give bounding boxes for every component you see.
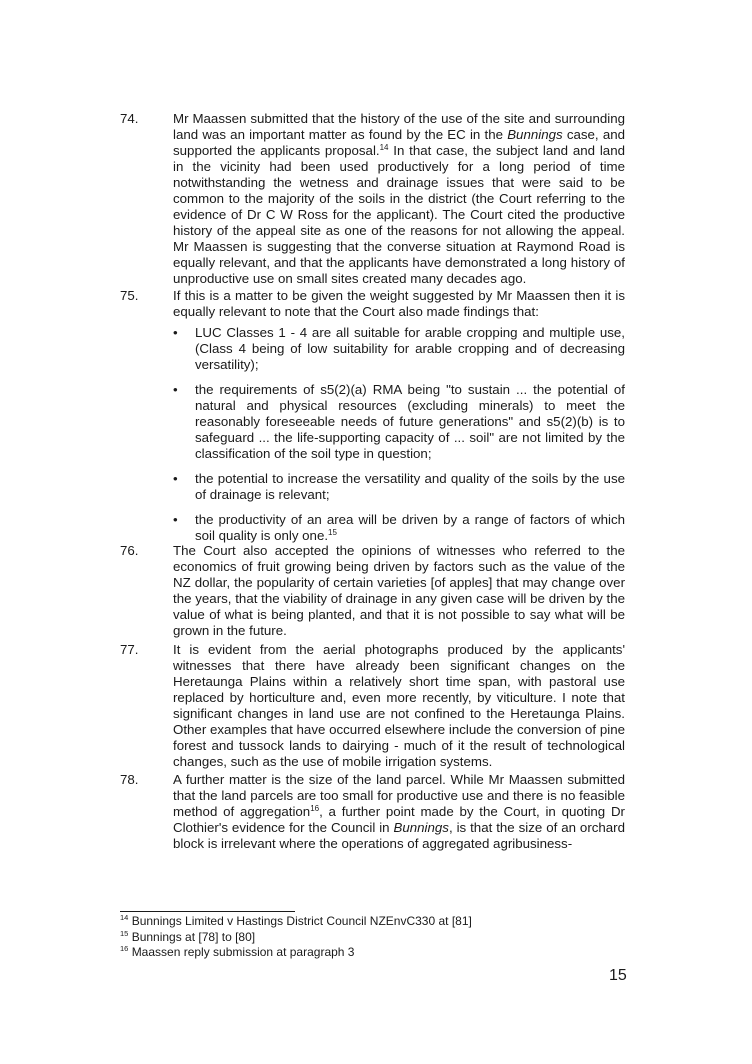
bullet-marker: • [173, 382, 178, 397]
case-name: Bunnings [507, 127, 563, 142]
paragraph-text: Mr Maassen submitted that the history of the use of the site and surrounding land was an important matter as found by the EC in the Bunnings case, and supported the applicants proposal.$^{14}$ In that case, the subject land and land in the vicinity had been used productively for a long period of time notwithstanding the wetness and drainage issues that were said to be common to the majority of the soils in the district (the Court referring to the evidence of Dr C W Ross for the applicant). The Court cited the productive history of the appeal site as one of the reasons for not allowing the appeal. Mr Maassen is suggesting that the converse situation at Raymond Road is equally relevant, and that the applicants have demonstrated a long history of unproductive use on small sites created many decades ago. [173, 111, 625, 286]
footnote-ref[interactable]: 14 [379, 143, 389, 152]
footnote-ref[interactable]: 16 [310, 804, 320, 813]
footnote: $^{16}$ Maassen reply submission at paragraph 3 [120, 944, 355, 959]
footnote-number: 16 [120, 944, 129, 953]
paragraph-76 [120, 543, 625, 639]
footnote: $^{14}$ Bunnings Limited v Hastings District Council NZEnvC330 at [81] [120, 913, 472, 928]
paragraph-text: If this is a matter to be given the weight suggested by Mr Maassen then it is equally relevant to note that the Court also made findings that: [173, 288, 625, 319]
footnote-number: 15 [120, 928, 129, 938]
list-item: • the potential to increase the versatility and quality of the soils by the use of drainage is relevant; [173, 471, 625, 502]
footnote-divider [120, 911, 295, 912]
paragraph-text: It is evident from the aerial photographs produced by the applicants' witnesses that there have already been significant changes on the Heretaunga Plains within a relatively short time span, with pastoral use replaced by horticulture and, even more recently, by viticulture. I note that significant changes in land use are not confined to the Heretaunga Plains. Other examples that have occurred elsewhere include the conversion of pine forest and tussock lands to dairying - much of it the result of technological changes, such as the use of mobile irrigation systems. [173, 642, 625, 769]
paragraph-text: A further matter is the size of the land parcel. While Mr Maassen submitted that the land parcels are too small for productive use and there is no feasible method of aggregation$^{16}$, a further point made by the Court, in quoting Dr Clothier's evidence for the Council in Bunnings, is that the size of an orchard block is irrelevant where the operations of aggregated agribusiness- [173, 772, 626, 851]
list-item: • the productivity of an area will be driven by a range of factors of which soil quality is only one.$^{15}$ [173, 512, 625, 543]
paragraph-75 [120, 288, 625, 320]
bullet-marker: • [173, 325, 178, 340]
findings-list [173, 325, 625, 553]
page-number: 15 [609, 967, 627, 984]
paragraph-number: 76. [120, 543, 139, 558]
paragraph-77 [120, 642, 625, 770]
paragraph-78 [120, 772, 625, 852]
paragraph-74 [120, 111, 625, 287]
footnote-number: 14 [120, 913, 129, 922]
footnote-ref[interactable]: 15 [328, 528, 337, 537]
footnotes [120, 914, 625, 961]
paragraph-text: The Court also accepted the opinions of witnesses who referred to the economics of fruit growing being driven by factors such as the value of the NZ dollar, the popularity of certain varieties [of apples] that may change over the years, that the viability of drainage in any given case will be driven by the value of what is being planted, and that it is not possible to say what will be grown in the future. [173, 543, 625, 638]
paragraph-number: 77. [120, 642, 139, 657]
list-item: • LUC Classes 1 - 4 are all suitable for arable cropping and multiple use, (Class 4 being of low suitability for arable cropping and of decreasing versatility); [173, 325, 625, 372]
list-item: • the requirements of s5(2)(a) RMA being "to sustain ... the potential of natural and physical resources (excluding minerals) to meet the reasonably foreseeable needs of future generations" and s5(2)(b) is to safeguard ... the life-supporting capacity of ... soil" are not limited by the classification of the soil type in question; [173, 382, 625, 461]
bullet-marker: • [173, 471, 178, 486]
footnote: $^{15}$ Bunnings at [78] to [80] [120, 928, 256, 944]
paragraph-number: 74. [120, 111, 139, 126]
paragraph-number: 75. [120, 288, 139, 303]
case-name: Bunnings [393, 820, 449, 835]
paragraph-number: 78. [120, 772, 139, 787]
bullet-marker: • [173, 512, 178, 527]
